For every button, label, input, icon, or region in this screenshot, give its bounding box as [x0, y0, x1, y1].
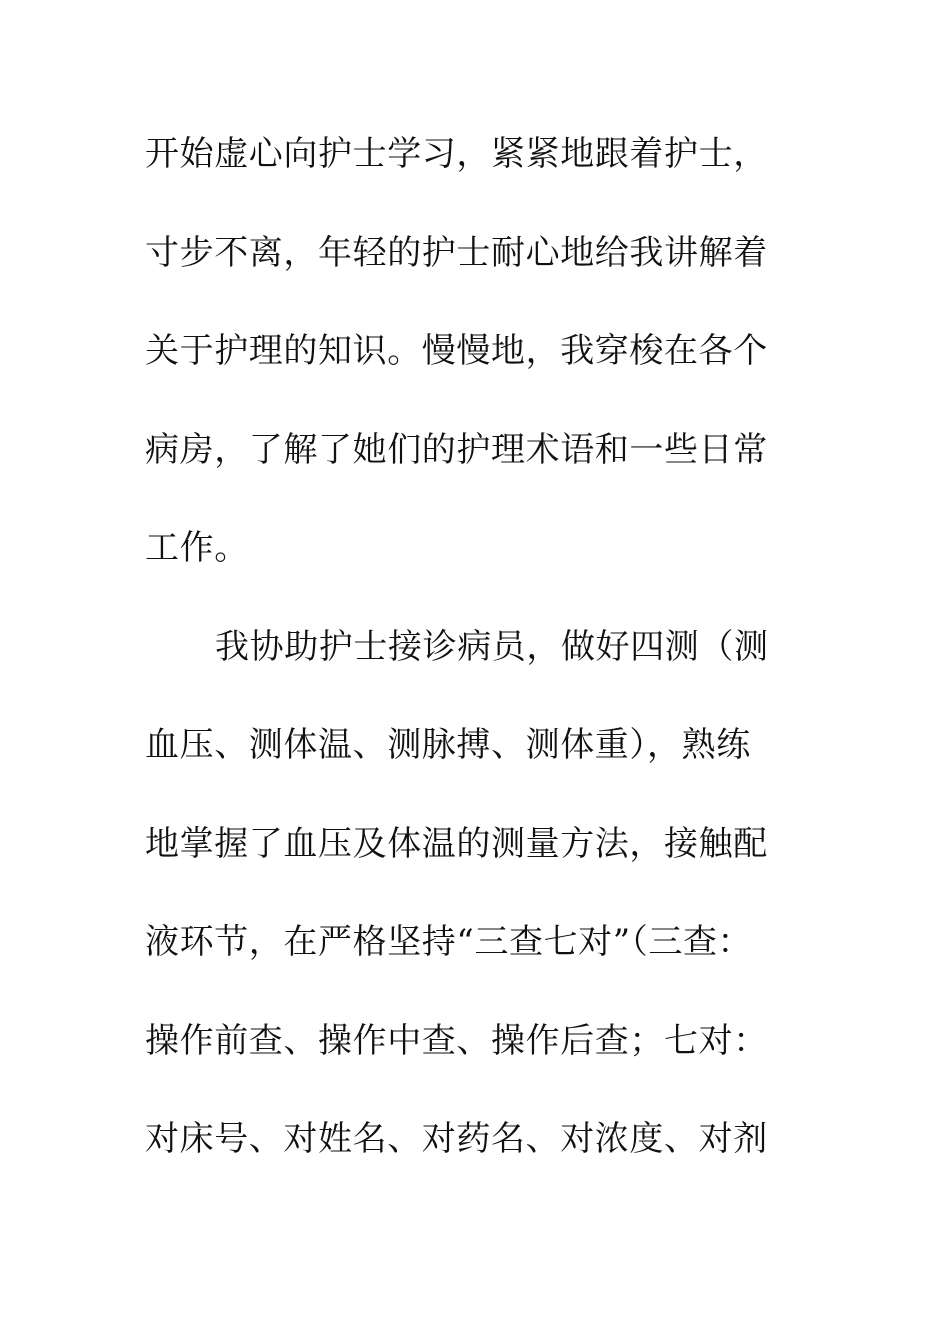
text-line: 液环节，在严格坚持“三查七对”（三查：	[145, 922, 753, 962]
text-line: 地掌握了血压及体温的测量方法，接触配	[145, 823, 768, 864]
body-text	[145, 124, 825, 1208]
text-line: 血压、测体温、测脉搏、测体重），熟练	[145, 725, 751, 765]
text-line: 病房，了解了她们的护理术语和一些日常	[145, 429, 768, 470]
text-line: 对床号、对姓名、对药名、对浓度、对剂	[145, 1119, 768, 1159]
text-line: 工作。	[145, 528, 249, 568]
text-line: 操作前查、操作中查、操作后查；七对：	[145, 1020, 768, 1061]
text-line: 寸步不离，年轻的护士耐心地给我讲解着	[145, 232, 768, 273]
text-line: 关于护理的知识。慢慢地，我穿梭在各个	[145, 331, 768, 371]
paragraph-first-line: 我协助护士接诊病员，做好四测（测	[215, 626, 769, 667]
text-line: 开始虚心向护士学习，紧紧地跟着护士，	[145, 134, 768, 174]
